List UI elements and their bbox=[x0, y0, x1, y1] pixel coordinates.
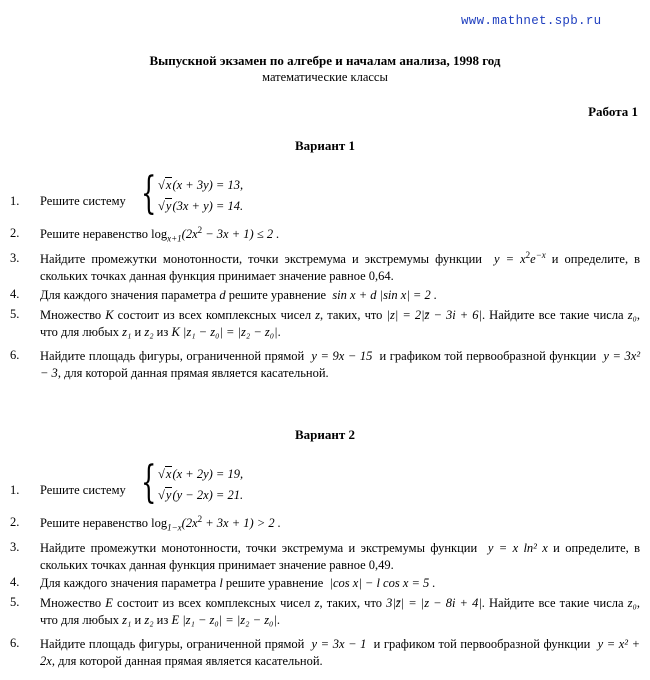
variant-1-problem-1 bbox=[10, 168, 640, 220]
problem-number: 4. bbox=[10, 575, 20, 589]
work-label: Работа 1 bbox=[588, 104, 638, 119]
variant-2-problem-3: 3. Найдите промежутки монотонности, точки экстремума и экстремумы функции y = x ln² x и определите, в скольких точках данная функция принимает значение равное 0,49. bbox=[10, 540, 640, 572]
problem-number: 6. bbox=[10, 636, 20, 650]
variant-1-problem-5: 5. Множество K состоит из всех комплексных чисел z, таких, что |z| = 2|z̄ − 3i + 6|. Найдите все такие числа z₀, что для любых z₁ и z₂ из K |z₁ − z₀| = |z₂ − z₀|. bbox=[10, 307, 641, 339]
exam-title: Выпускной экзамен по алгебре и началам анализа, 1998 год bbox=[149, 53, 501, 68]
problem-number: 2. bbox=[10, 515, 20, 529]
variant-1-problem-3: 3. Найдите промежутки монотонности, точки экстремума и экстремумы функции $y = x^2e^{-x}$ и определите, в скольких точках данная функция принимает значение равное 0,64. bbox=[10, 249, 641, 283]
exam-subtitle: математические классы bbox=[262, 70, 388, 84]
system-brace: { bbox=[141, 457, 157, 508]
variant-2-problem-4: 4. Для каждого значения параметра l решите уравнение |cos x| − l cos x = 5 . bbox=[10, 575, 436, 590]
system-equation-2: √y(3x + y) = 14. bbox=[158, 199, 244, 213]
problem-number: 1. bbox=[10, 194, 20, 208]
variant-1-title: Вариант 1 bbox=[294, 138, 356, 153]
problem-number: 3. bbox=[10, 251, 20, 265]
system-brace: { bbox=[141, 168, 157, 219]
variant-2-problem-2: 2. Решите неравенство $\log_{1-x}(2x^2 + 3x + 1) > 2$ . bbox=[10, 513, 281, 533]
system-equation-1: √x(x + 2y) = 19, bbox=[158, 467, 244, 481]
site-url[interactable]: www.mathnet.spb.ru bbox=[461, 14, 602, 28]
variant-2-problem-6: 6. Найдите площадь фигуры, ограниченной прямой y = 3x − 1 и графиком той первообразной функции y = x² + 2x, для которой данная прямая является касательной. bbox=[10, 636, 641, 668]
variant-2-problem-1 bbox=[10, 457, 640, 509]
problem-number: 6. bbox=[10, 348, 20, 362]
variant-2-problem-5: 5. Множество E состоит из всех комплексных чисел z, таких, что 3|z̄| = |z − 8i + 4|. Найдите все такие числа z₀, что для любых z₁ и z₂ из E |z₁ − z₀| = |z₂ − z₀|. bbox=[10, 595, 640, 627]
system-equation-1: √x(x + 3y) = 13, bbox=[158, 178, 244, 192]
problem-number: 5. bbox=[10, 307, 20, 321]
variant-1-problem-2: 2. Решите неравенство $\log_{x+1}(2x^2 - 3x + 1) \le 2$ . bbox=[10, 224, 280, 244]
problem-label: Решите систему bbox=[40, 483, 126, 497]
problem-number: 5. bbox=[10, 595, 20, 609]
problem-number: 3. bbox=[10, 540, 20, 554]
problem-label: Решите систему bbox=[40, 194, 126, 208]
system-equation-2: √y(y − 2x) = 21. bbox=[158, 488, 244, 502]
problem-number: 4. bbox=[10, 287, 20, 301]
problem-number: 2. bbox=[10, 226, 20, 240]
problem-number: 1. bbox=[10, 483, 20, 497]
variant-1-problem-4: 4. Для каждого значения параметра d решите уравнение sin x + d |sin x| = 2 . bbox=[10, 287, 437, 302]
variant-1-problem-6: 6. Найдите площадь фигуры, ограниченной прямой y = 9x − 15 и графиком той первообразной функции y = 3x² − 3, для которой данная прямая является касательной. bbox=[10, 348, 641, 380]
variant-2-title: Вариант 2 bbox=[294, 427, 356, 442]
